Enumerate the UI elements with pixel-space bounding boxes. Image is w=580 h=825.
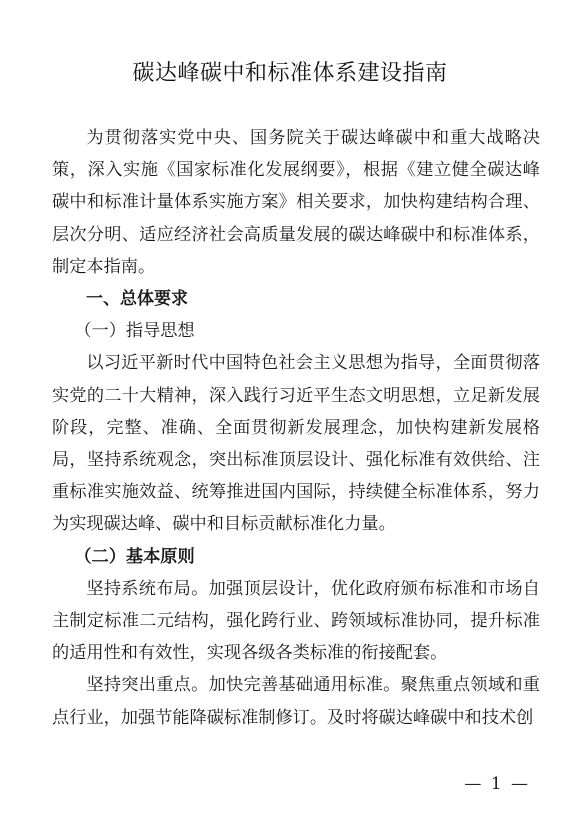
principle-systematic-layout-paragraph: 坚持系统布局。加强顶层设计，优化政府颁布标准和市场自主制定标准二元结构，强化跨行业、跨领域标准协同，提升标准的适用性和有效性，实现各级各类标准的衔接配套。 bbox=[52, 578, 540, 664]
page-number: — 1 — bbox=[464, 774, 530, 794]
document-body bbox=[52, 122, 540, 734]
subsection-heading-basic-principles: （二）基本原则 bbox=[74, 546, 195, 567]
document-title: 碳达峰碳中和标准体系建设指南 bbox=[132, 61, 448, 86]
guiding-ideology-paragraph: 以习近平新时代中国特色社会主义思想为指导，全面贯彻落实党的二十大精神，深入践行习近平生态文明思想，立足新发展阶段，完整、准确、全面贯彻新发展理念，加快构建新发展格局，坚持系统观念，突出标准顶层设计、强化标准有效供给、注重标准实施效益、统筹推进国内国际，持续健全标准体系，努力为实现碳达峰、碳中和目标贡献标准化力量。 bbox=[52, 353, 540, 535]
intro-paragraph: 为贯彻落实党中央、国务院关于碳达峰碳中和重大战略决策，深入实施《国家标准化发展纲要》，根据《建立健全碳达峰碳中和标准计量体系实施方案》相关要求，加快构建结构合理、层次分明、适应经济社会高质量发展的碳达峰碳中和标准体系，制定本指南。 bbox=[52, 128, 540, 277]
section-heading-general-requirements: 一、总体要求 bbox=[86, 289, 188, 310]
subsection-heading-guiding-ideology: （一）指导思想 bbox=[74, 321, 195, 342]
principle-key-priorities-paragraph: 坚持突出重点。加快完善基础通用标准。聚焦重点领域和重点行业，加强节能降碳标准制修订。及时将碳达峰碳中和技术创 bbox=[52, 675, 540, 728]
